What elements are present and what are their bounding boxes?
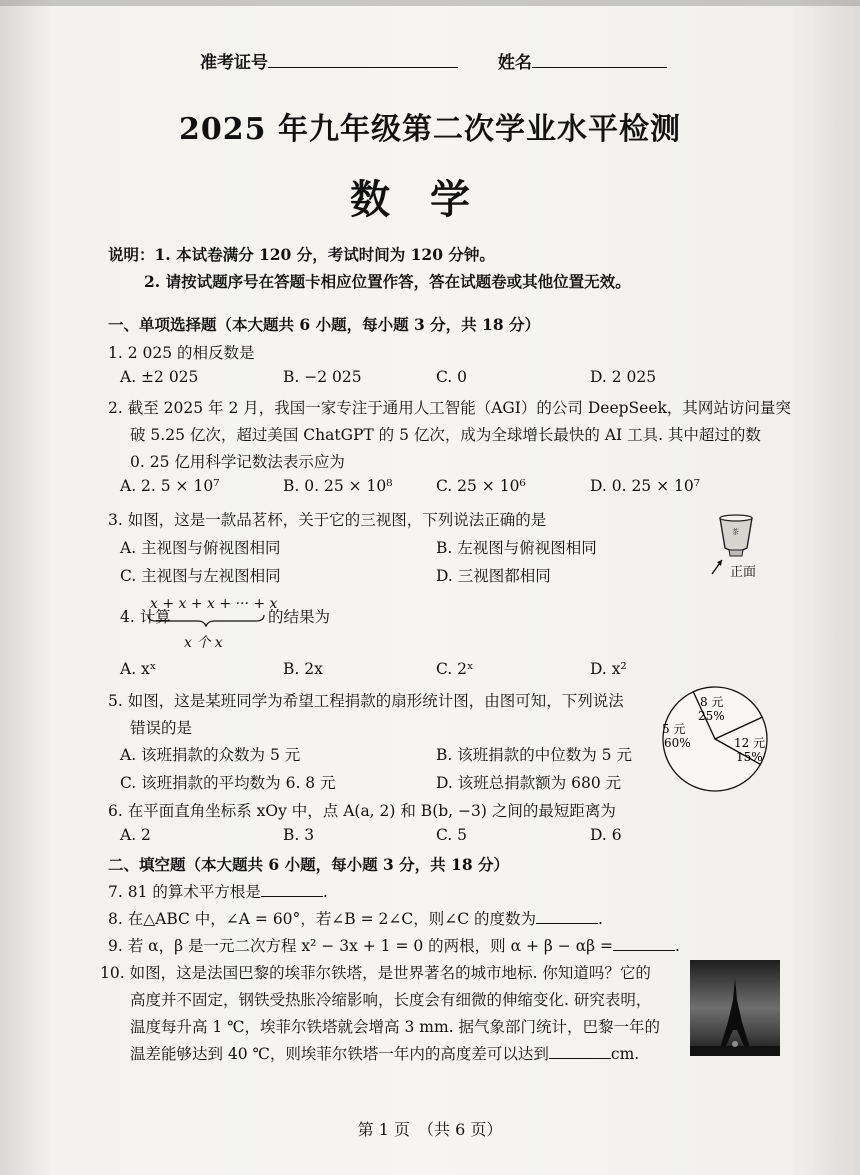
q10-line-1: 10. 如图，这是法国巴黎的埃菲尔铁塔，是世界著名的城市地标. 你知道吗？它的 — [100, 964, 651, 982]
q2-line-3: 0. 25 亿用科学记数法表示应为 — [130, 453, 345, 471]
q10-text: 温差能够达到 40 ℃，则埃菲尔铁塔一年内的高度差可以达到 — [130, 1045, 549, 1063]
q7-text: 7. 81 的算术平方根是 — [108, 883, 261, 901]
scan-edge — [0, 0, 860, 6]
q5-option-b: B. 该班捐款的中位数为 5 元 — [436, 746, 632, 764]
q4-option-c: C. 2ˣ — [436, 660, 474, 678]
q3-stem: 3. 如图，这是一款品茗杯，关于它的三视图，下列说法正确的是 — [108, 511, 547, 529]
q2-option-a: A. 2. 5 × 10⁷ — [120, 477, 220, 495]
q2-line-1: 2. 截至 2025 年 2 月，我国一家专注于通用人工智能（AGI）的公司 DeepSeek，其网站访问量突 — [108, 399, 791, 417]
q10-line-3: 温度每升高 1 ℃，埃菲尔铁塔就会增高 3 mm. 据气象部门统计，巴黎一年的 — [130, 1018, 661, 1036]
page-footer: 第 1 页 （共 6 页） — [357, 1120, 503, 1139]
q4-option-b: B. 2x — [283, 660, 323, 678]
q5-option-a: A. 该班捐款的众数为 5 元 — [120, 746, 301, 764]
q7-end: . — [322, 883, 328, 901]
exam-id-blank — [268, 53, 458, 68]
q2-option-d: D. 0. 25 × 10⁷ — [590, 477, 700, 495]
pie-pct-5-yuan: 60% — [664, 736, 691, 750]
q8 — [108, 907, 820, 931]
q5-option-c: C. 该班捐款的平均数为 6. 8 元 — [120, 774, 336, 792]
q3-option-b: B. 左视图与俯视图相同 — [436, 539, 597, 557]
q5-line-2: 错误的是 — [130, 719, 193, 737]
q1-option-d: D. 2 025 — [590, 368, 657, 386]
q4-option-a: A. xˣ — [120, 660, 157, 678]
pie-pct-8-yuan: 25% — [698, 709, 725, 723]
pie-label-5-yuan: 5 元 — [662, 722, 686, 736]
donation-pie-chart — [650, 683, 780, 799]
q9 — [108, 934, 820, 958]
q5-option-d: D. 该班总捐款额为 680 元 — [436, 774, 622, 792]
subject-title: 数学 — [350, 176, 510, 223]
q6-stem: 6. 在平面直角坐标系 xOy 中，点 A(a, 2) 和 B(b, −3) 之间的最短距离为 — [108, 802, 616, 820]
exam-id-label: 准考证号 — [200, 53, 268, 73]
q10-answer-blank — [549, 1044, 611, 1059]
candidate-header — [200, 48, 667, 73]
section-2-heading: 二、填空题（本大题共 6 小题，每小题 3 分，共 18 分） — [108, 855, 510, 874]
instructions-line-1: 说明：1. 本试卷满分 120 分，考试时间为 120 分钟。 — [108, 245, 495, 264]
q8-answer-blank — [536, 909, 598, 924]
q7 — [108, 880, 820, 904]
q4-option-d: D. x² — [590, 660, 627, 678]
eiffel-tower-photo — [690, 960, 780, 1056]
q6-option-c: C. 5 — [436, 826, 468, 844]
q4-underbrace — [146, 613, 266, 627]
pie-label-12-yuan: 12 元 — [734, 736, 766, 750]
q6-option-a: A. 2 — [120, 826, 151, 844]
q1-option-a: A. ±2 025 — [120, 368, 199, 386]
instructions-line-2: 2. 请按试题序号在答题卡相应位置作答，答在试题卷或其他位置无效。 — [144, 272, 631, 291]
section-1-heading: 一、单项选择题（本大题共 6 小题，每小题 3 分，共 18 分） — [108, 315, 541, 334]
q1-stem: 1. 2 025 的相反数是 — [108, 344, 255, 362]
q1-option-c: C. 0 — [436, 368, 468, 386]
q9-answer-blank — [613, 936, 675, 951]
pie-label-8-yuan: 8 元 — [700, 695, 724, 709]
q9-text: 9. 若 α，β 是一元二次方程 x² − 3x + 1 = 0 的两根，则 α + β − αβ = — [108, 937, 614, 955]
q6-option-d: D. 6 — [590, 826, 622, 844]
q2-option-b: B. 0. 25 × 10⁸ — [283, 477, 393, 495]
q8-end: . — [598, 910, 603, 928]
q10-line-2: 高度并不固定，钢铁受热胀冷缩影响，长度会有细微的伸缩变化. 研究表明， — [130, 991, 652, 1009]
q5-line-1: 5. 如图，这是某班同学为希望工程捐款的扇形统计图，由图可知，下列说法 — [108, 692, 624, 710]
q2-line-2: 破 5.25 亿次，超过美国 ChatGPT 的 5 亿次，成为全球增长最快的 AI 工具. 其中超过的数 — [130, 426, 761, 444]
name-blank — [532, 53, 667, 68]
q4-suffix: 的结果为 — [268, 608, 331, 626]
exam-title: 2025 年九年级第二次学业水平检测 — [179, 112, 681, 147]
q6-option-b: B. 3 — [283, 826, 315, 844]
q10-unit: cm. — [610, 1045, 640, 1063]
q4-underbrace-label: x 个 x — [184, 635, 223, 651]
q4-expression: x + x + x + ··· + x — [150, 596, 278, 612]
q2-option-c: C. 25 × 10⁶ — [436, 477, 526, 495]
q3-option-d: D. 三视图都相同 — [436, 567, 551, 585]
q7-answer-blank — [261, 882, 323, 897]
name-label: 姓名 — [497, 53, 532, 73]
q3-option-c: C. 主视图与左视图相同 — [120, 567, 281, 585]
q1-option-b: B. −2 025 — [283, 368, 362, 386]
svg-text:茶: 茶 — [732, 528, 739, 536]
q3-option-a: A. 主视图与俯视图相同 — [120, 539, 281, 557]
pie-pct-12-yuan: 15% — [736, 750, 763, 764]
q8-text: 8. 在△ABC 中，∠A = 60°，若∠B = 2∠C，则∠C 的度数为 — [108, 910, 536, 928]
tea-cup-front-label: 正面 — [730, 565, 757, 580]
q4-prefix: 4. 计算 — [120, 608, 171, 626]
q9-end: . — [675, 937, 680, 955]
